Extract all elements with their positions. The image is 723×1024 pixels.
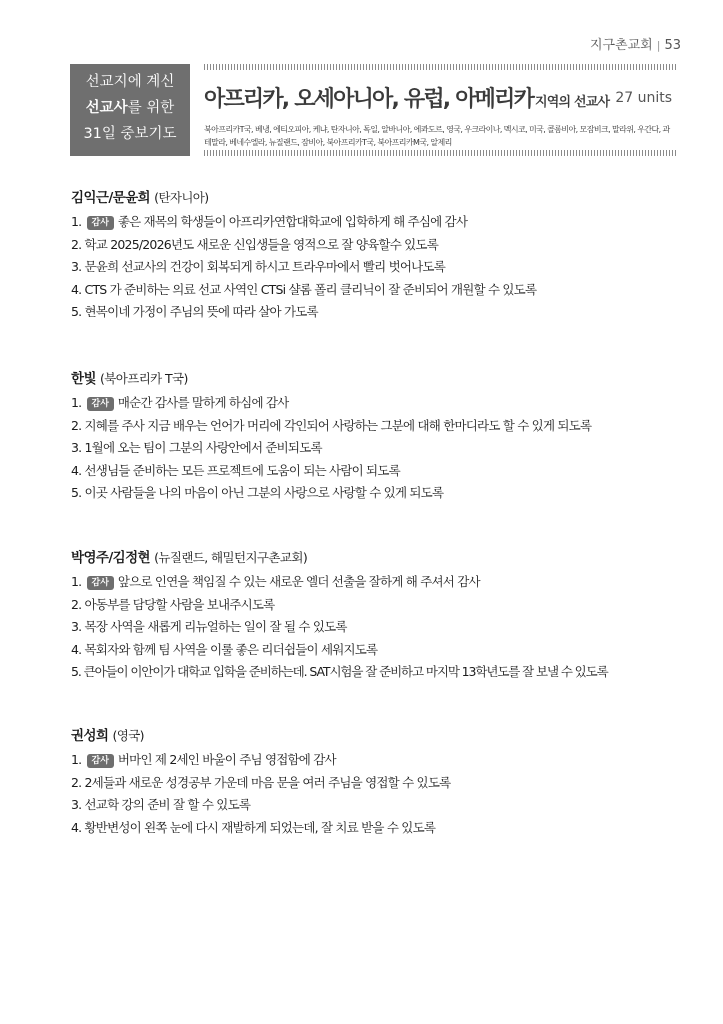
- missionary-location: (영국): [112, 728, 144, 743]
- item-text: 이곳 사람들을 나의 마음이 아닌 그분의 사랑으로 사랑할 수 있게 되도록: [84, 485, 444, 501]
- item-text: 문윤희 선교사의 건강이 회복되게 하시고 트라우마에서 빨리 벗어나도록: [84, 259, 445, 275]
- region-suffix: 지역의 선교사: [535, 95, 610, 110]
- prayer-item: [71, 301, 691, 324]
- item-number: 3.: [71, 259, 82, 275]
- prayer-item: [71, 211, 691, 234]
- item-text: 버마인 제 2세인 바울이 주님 영접함에 감사: [117, 752, 336, 767]
- item-text: 1월에 오는 팀이 그분의 사랑안에서 준비되도록: [84, 440, 322, 456]
- country-list: 북아프리카T국, 베냉, 에티오피아, 케냐, 탄자니아, 독일, 알바니아, 에콰도르, 영국, 우크라이나, 멕시코, 미국, 콜롬비아, 모잠비크, 말라위, 우간다, 과테말라, 베네수엘라, 뉴질랜드, 잠비아, 북아프리카T국, 북아프리카M국, 알제리: [204, 125, 670, 147]
- missionary-section: [71, 367, 691, 505]
- missionary-location: (북아프리카 T국): [100, 371, 188, 386]
- prayer-item: [71, 594, 691, 617]
- item-number: 5.: [71, 664, 81, 680]
- missionary-name-line: [71, 186, 691, 206]
- banner-missionary-word: 선교사: [85, 100, 128, 116]
- missionary-location: (탄자니아): [154, 190, 209, 205]
- item-number: 4.: [71, 462, 82, 478]
- item-text: 목회자와 함께 팀 사역을 이룰 좋은 리더쉽들이 세워지도록: [84, 641, 378, 657]
- prayer-item: [71, 639, 691, 662]
- item-text: 아동부를 담당할 사람을 보내주시도록: [84, 596, 275, 612]
- prayer-banner: [70, 64, 190, 156]
- thanks-badge: 감사: [87, 216, 114, 230]
- prayer-item: [71, 460, 691, 483]
- banner-line-2: [70, 95, 190, 121]
- missionary-name: 김익근/문윤희: [71, 190, 150, 206]
- thanks-badge: 감사: [87, 576, 114, 590]
- missionary-section: [71, 724, 691, 839]
- church-name: 지구촌교회: [589, 38, 653, 53]
- prayer-item: [71, 772, 691, 795]
- item-number: 5.: [71, 485, 82, 501]
- prayer-item: [71, 571, 691, 594]
- prayer-item: [71, 256, 691, 279]
- item-number: 5.: [71, 304, 82, 320]
- prayer-item: [71, 817, 691, 840]
- item-number: 4.: [71, 641, 82, 657]
- prayer-item: [71, 794, 691, 817]
- item-text: 학교 2025/2026년도 새로운 신입생들을 영적으로 잘 양육할수 있도록: [84, 236, 438, 252]
- missionary-name-line: [71, 724, 691, 744]
- prayer-item: [71, 661, 691, 684]
- item-number: 3.: [71, 797, 82, 813]
- missionary-location: (뉴질랜드, 해밀턴지구촌교회): [154, 550, 308, 565]
- item-text: 지혜를 주사 지금 배우는 언어가 머리에 각인되어 사랑하는 그분에 대해 한마디라도 할 수 있게 되도록: [84, 417, 592, 433]
- prayer-item: [71, 616, 691, 639]
- banner-line-2-rest: 를 위한: [127, 100, 175, 116]
- item-number: 3.: [71, 440, 82, 456]
- missionary-name: 권성희: [71, 728, 109, 744]
- missionary-name: 한빛: [71, 371, 96, 387]
- banner-line-3: 31일 중보기도: [83, 126, 177, 142]
- missionary-section: [71, 546, 691, 684]
- units-count: 27 units: [615, 90, 672, 106]
- item-text: 앞으로 인연을 책임질 수 있는 새로운 엘더 선출을 잘하게 해 주셔서 감사: [117, 574, 480, 589]
- missionary-name-line: [71, 367, 691, 387]
- prayer-item: [71, 279, 691, 302]
- thanks-badge: 감사: [87, 754, 114, 768]
- item-text: 황반변성이 왼쪽 눈에 다시 재발하게 되었는데, 잘 치료 받을 수 있도록: [84, 819, 436, 835]
- prayer-item: [71, 234, 691, 257]
- item-text: 큰아들이 이안이가 대학교 입학을 준비하는데. SAT시험을 잘 준비하고 마지막 13학년도를 잘 보낼 수 있도록: [83, 664, 608, 680]
- item-number: 1.: [71, 574, 82, 589]
- item-number: 2.: [71, 236, 82, 252]
- prayer-list: [71, 392, 691, 505]
- item-number: 2.: [71, 417, 82, 433]
- item-text: 선교학 강의 준비 잘 할 수 있도록: [84, 797, 251, 813]
- item-text: 좋은 재목의 학생들이 아프리카연합대학교에 입학하게 해 주심에 감사: [117, 214, 468, 229]
- missionary-name-line: [71, 546, 691, 566]
- missionary-section: [71, 186, 691, 324]
- item-number: 3.: [71, 619, 82, 635]
- prayer-item: [71, 392, 691, 415]
- item-text: 매순간 감사를 말하게 하심에 감사: [117, 395, 289, 410]
- prayer-item: [71, 482, 691, 505]
- item-number: 1.: [71, 395, 82, 410]
- thanks-badge: 감사: [87, 397, 114, 411]
- region-heading: [204, 82, 676, 116]
- page-header: [590, 34, 681, 53]
- item-number: 4.: [71, 819, 82, 835]
- item-number: 1.: [71, 752, 82, 767]
- missionary-name: 박영주/김정현: [71, 550, 150, 566]
- item-number: 2.: [71, 774, 82, 790]
- header-separator: |: [656, 39, 661, 52]
- prayer-item: [71, 437, 691, 460]
- item-number: 1.: [71, 214, 82, 229]
- prayer-item: [71, 749, 691, 772]
- item-number: 2.: [71, 596, 82, 612]
- region-title: 아프리카, 오세아니아, 유럽, 아메리카: [204, 87, 534, 112]
- banner-line-1: 선교지에 계신: [85, 74, 175, 90]
- item-text: 목장 사역을 새롭게 리뉴얼하는 일이 잘 될 수 있도록: [84, 619, 347, 635]
- prayer-list: [71, 571, 691, 684]
- item-text: CTS 가 준비하는 의료 선교 사역인 CTSi 샬롬 폴리 클리닉이 잘 준비되어 개원할 수 있도록: [84, 281, 537, 297]
- prayer-list: [71, 749, 691, 839]
- prayer-item: [71, 415, 691, 438]
- item-text: 2세들과 새로운 성경공부 가운데 마음 문을 여러 주님을 영접할 수 있도록: [84, 774, 451, 790]
- hatch-divider-bottom: [204, 150, 676, 156]
- item-text: 현목이네 가정이 주님의 뜻에 따라 살아 가도록: [84, 304, 318, 320]
- page-number: 53: [664, 38, 681, 53]
- item-text: 선생님들 준비하는 모든 프로젝트에 도움이 되는 사람이 되도록: [84, 462, 400, 478]
- item-number: 4.: [71, 281, 82, 297]
- hatch-divider-top: [204, 64, 676, 70]
- prayer-list: [71, 211, 691, 324]
